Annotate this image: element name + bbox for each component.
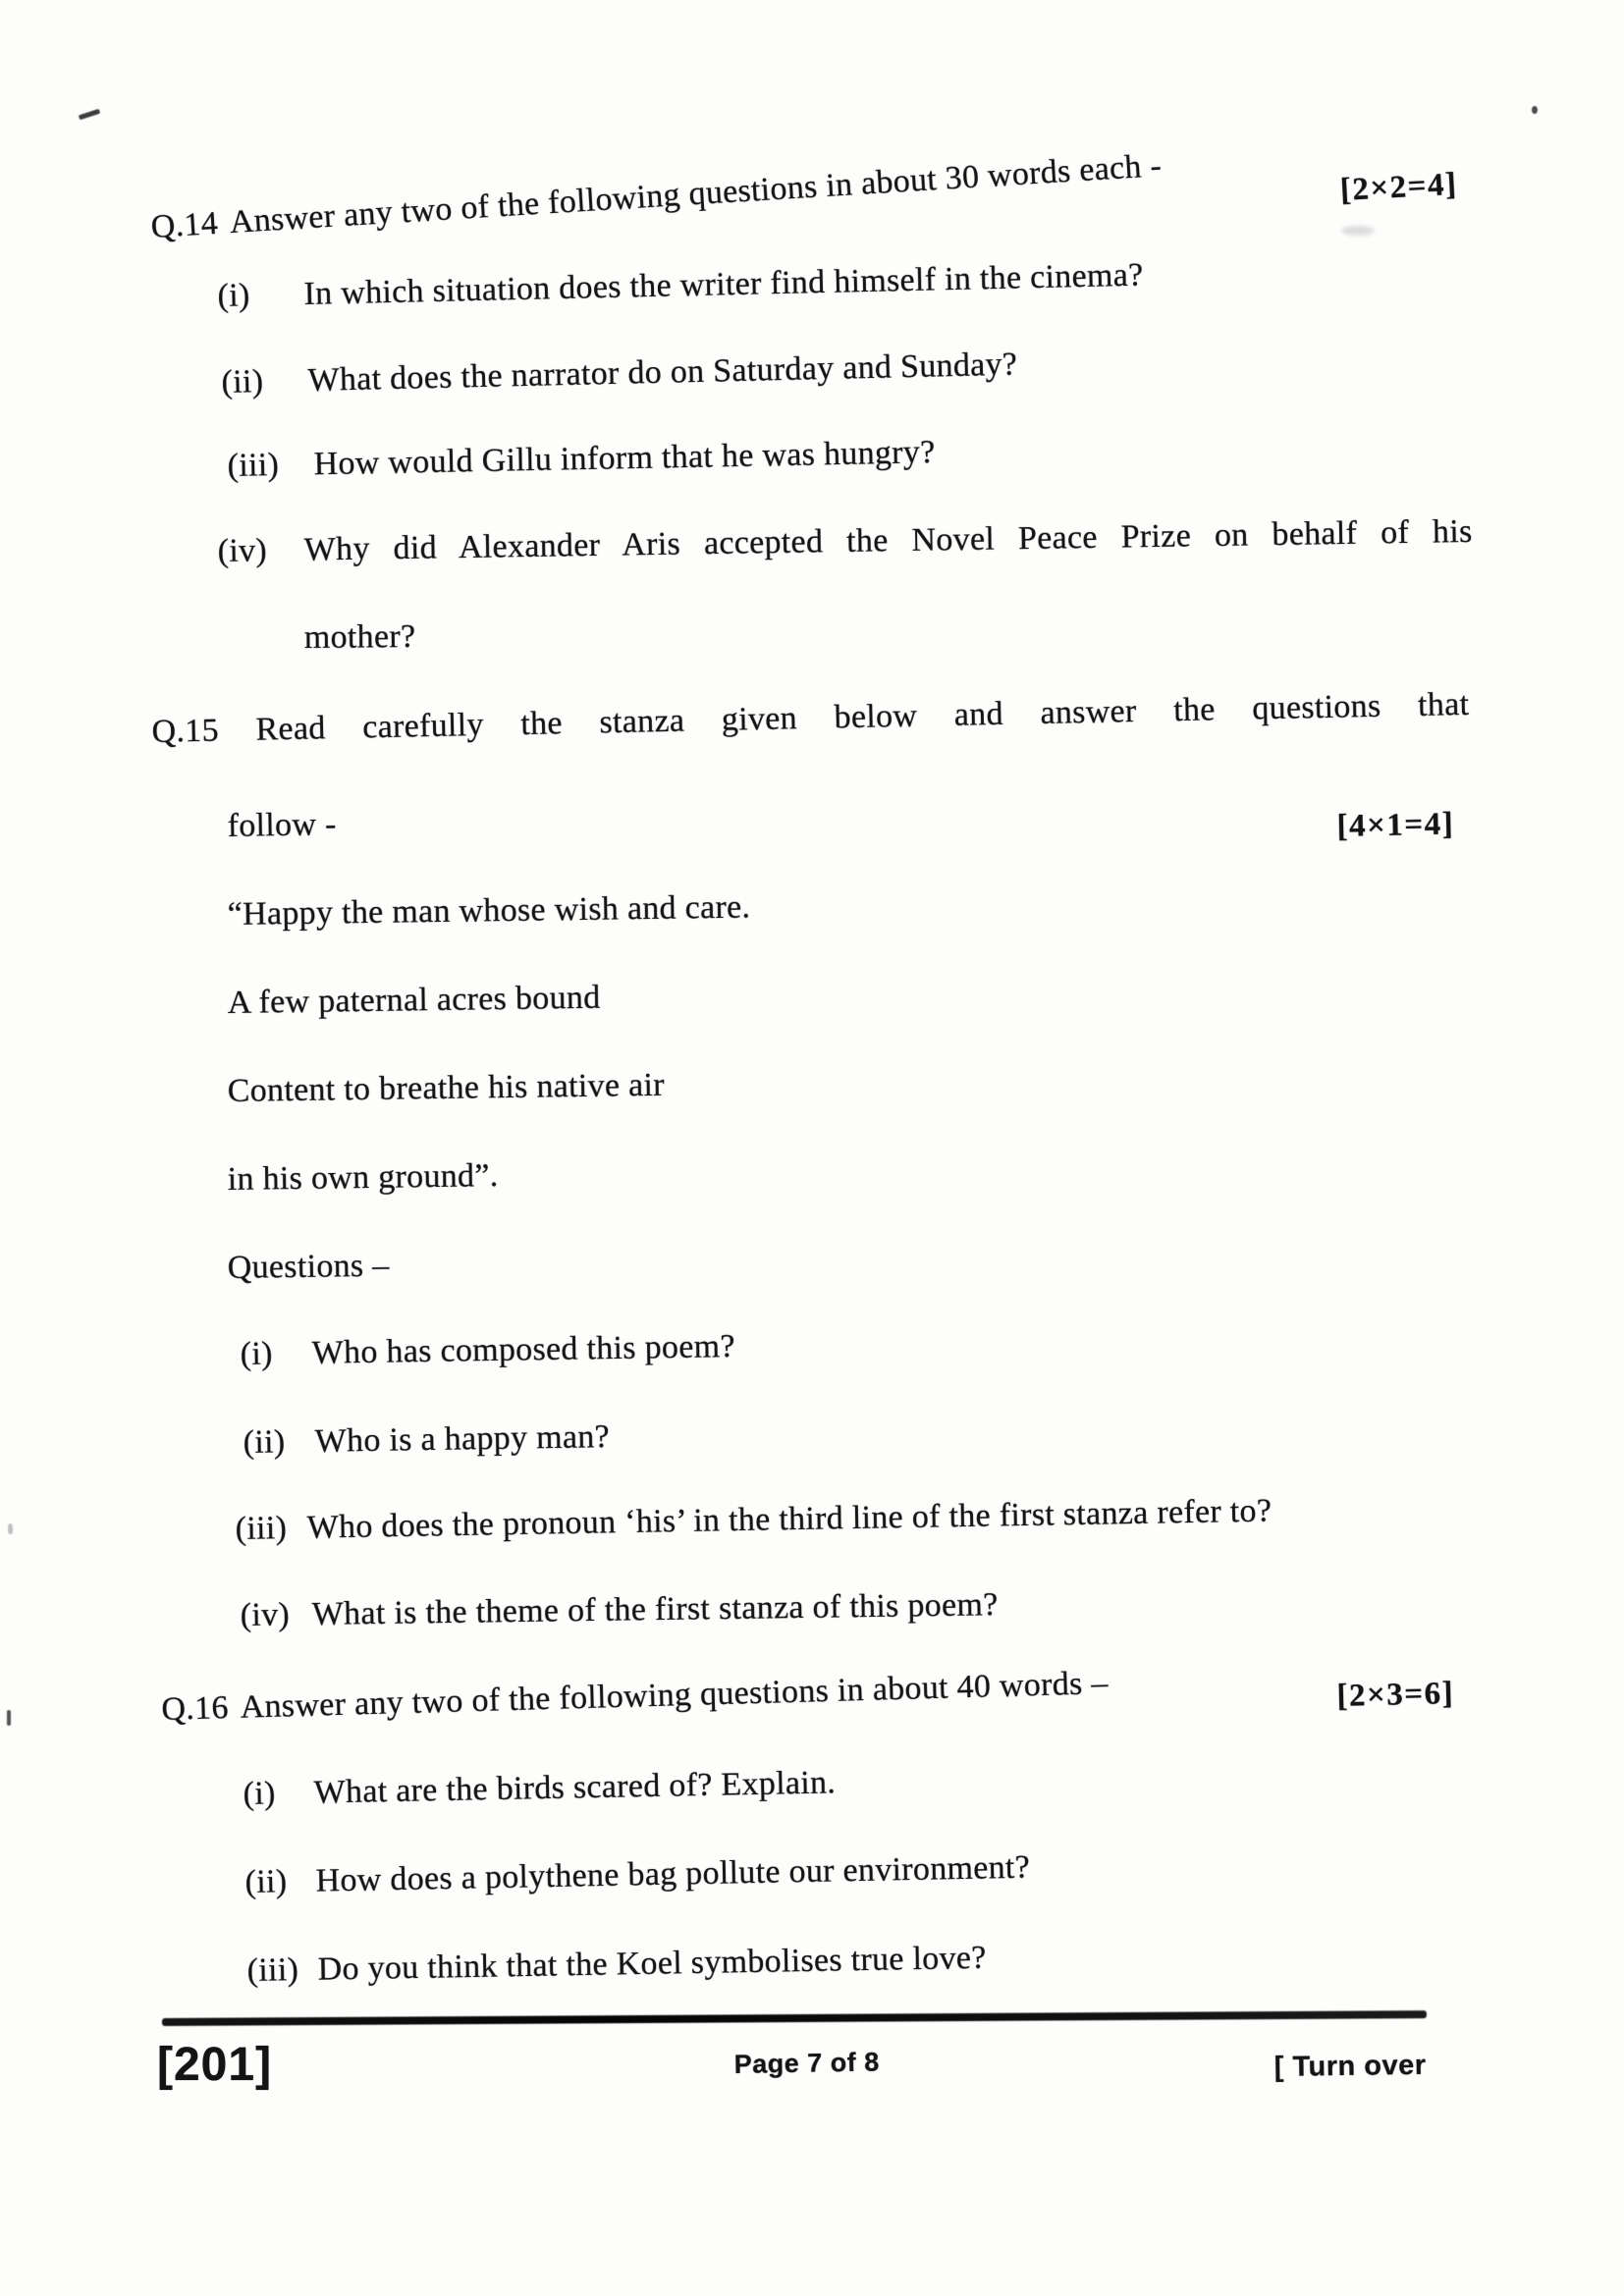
scan-artifact-dot bbox=[1532, 106, 1538, 114]
q14-item-i bbox=[217, 256, 1144, 315]
item-label: (i) bbox=[240, 1335, 273, 1373]
item-label: (iv) bbox=[217, 532, 268, 570]
item-label: (iv) bbox=[240, 1596, 291, 1634]
item-text: How would Gillu inform that he was hungry? bbox=[313, 434, 936, 483]
item-text: Who has composed this poem? bbox=[311, 1328, 736, 1371]
q14-marks: [2×2=4] bbox=[1339, 166, 1459, 209]
item-label: (ii) bbox=[243, 1423, 286, 1462]
item-label: (iii) bbox=[246, 1951, 299, 1990]
q15-item-iii bbox=[235, 1492, 1272, 1549]
q16-item-iii bbox=[246, 1939, 987, 1990]
item-text: Why did Alexander Aris accepted the Novel Peace Prize on behalf of his bbox=[303, 512, 1473, 568]
stanza-line-1: “Happy the man whose wish and care. bbox=[227, 888, 751, 934]
footer-page-number: Page 7 of 8 bbox=[733, 2047, 881, 2080]
item-text: How does a polythene bag pollute our environment? bbox=[315, 1848, 1031, 1899]
footer-separator-line bbox=[162, 2010, 1427, 2026]
q14-item-iv bbox=[217, 512, 1472, 570]
q16-marks: [2×3=6] bbox=[1336, 1676, 1455, 1715]
item-label: (iii) bbox=[227, 446, 280, 485]
item-label: (ii) bbox=[244, 1863, 288, 1901]
item-text: In which situation does the writer find himself in the cinema? bbox=[303, 256, 1144, 313]
footer-code: [201] bbox=[157, 2039, 273, 2091]
scan-artifact-tick-left bbox=[7, 1710, 11, 1726]
item-label: (iii) bbox=[235, 1510, 288, 1548]
item-text: Who is a happy man? bbox=[314, 1418, 611, 1460]
item-text: Who does the pronoun ‘his’ in the third line of the first stanza refer to? bbox=[306, 1492, 1272, 1546]
q16-prompt: Answer any two of the following questions in about 40 words – bbox=[240, 1665, 1110, 1726]
item-text: What are the birds scared of? Explain. bbox=[313, 1764, 837, 1811]
stanza-line-2: A few paternal acres bound bbox=[227, 979, 601, 1022]
scan-artifact-dash bbox=[79, 109, 100, 121]
q15-item-i bbox=[240, 1327, 735, 1373]
item-label: (i) bbox=[243, 1775, 276, 1813]
item-text: Do you think that the Koel symbolises true love? bbox=[317, 1939, 987, 1988]
q14-header bbox=[150, 146, 1164, 246]
stanza-line-3: Content to breathe his native air bbox=[227, 1066, 666, 1110]
item-label: (i) bbox=[217, 277, 250, 315]
q15-header bbox=[151, 685, 1470, 751]
q14-item-iii bbox=[227, 433, 936, 485]
q15-item-ii bbox=[243, 1417, 610, 1462]
q16-item-i bbox=[243, 1763, 836, 1813]
item-text: What does the narrator do on Saturday and Sunday? bbox=[307, 346, 1018, 400]
q14-item-iv-continuation: mother? bbox=[303, 618, 416, 657]
q15-number: Q.15 bbox=[151, 712, 220, 751]
q15-prompt: Read carefully the stanza given below and answer the questions that bbox=[255, 685, 1470, 748]
q14-number: Q.14 bbox=[149, 204, 220, 246]
item-text: What is the theme of the first stanza of this poem? bbox=[311, 1586, 999, 1632]
q15-questions-heading: Questions – bbox=[227, 1247, 390, 1287]
scan-artifact-smudge bbox=[1341, 226, 1375, 236]
stanza-line-4: in his own ground”. bbox=[227, 1157, 499, 1199]
q14-prompt: Answer any two of the following questions in about 30 words each - bbox=[228, 147, 1164, 241]
q16-number: Q.16 bbox=[160, 1689, 230, 1729]
q15-item-iv bbox=[240, 1585, 998, 1634]
q15-marks: [4×1=4] bbox=[1336, 806, 1455, 845]
q15-prompt-tail: follow - bbox=[227, 806, 337, 845]
q16-header bbox=[161, 1664, 1109, 1729]
item-label: (ii) bbox=[221, 363, 264, 401]
footer-turn-over: [ Turn over bbox=[1273, 2049, 1427, 2084]
scan-artifact-speck-left bbox=[8, 1523, 13, 1534]
q14-item-ii bbox=[221, 346, 1018, 401]
q16-item-ii bbox=[244, 1848, 1030, 1901]
